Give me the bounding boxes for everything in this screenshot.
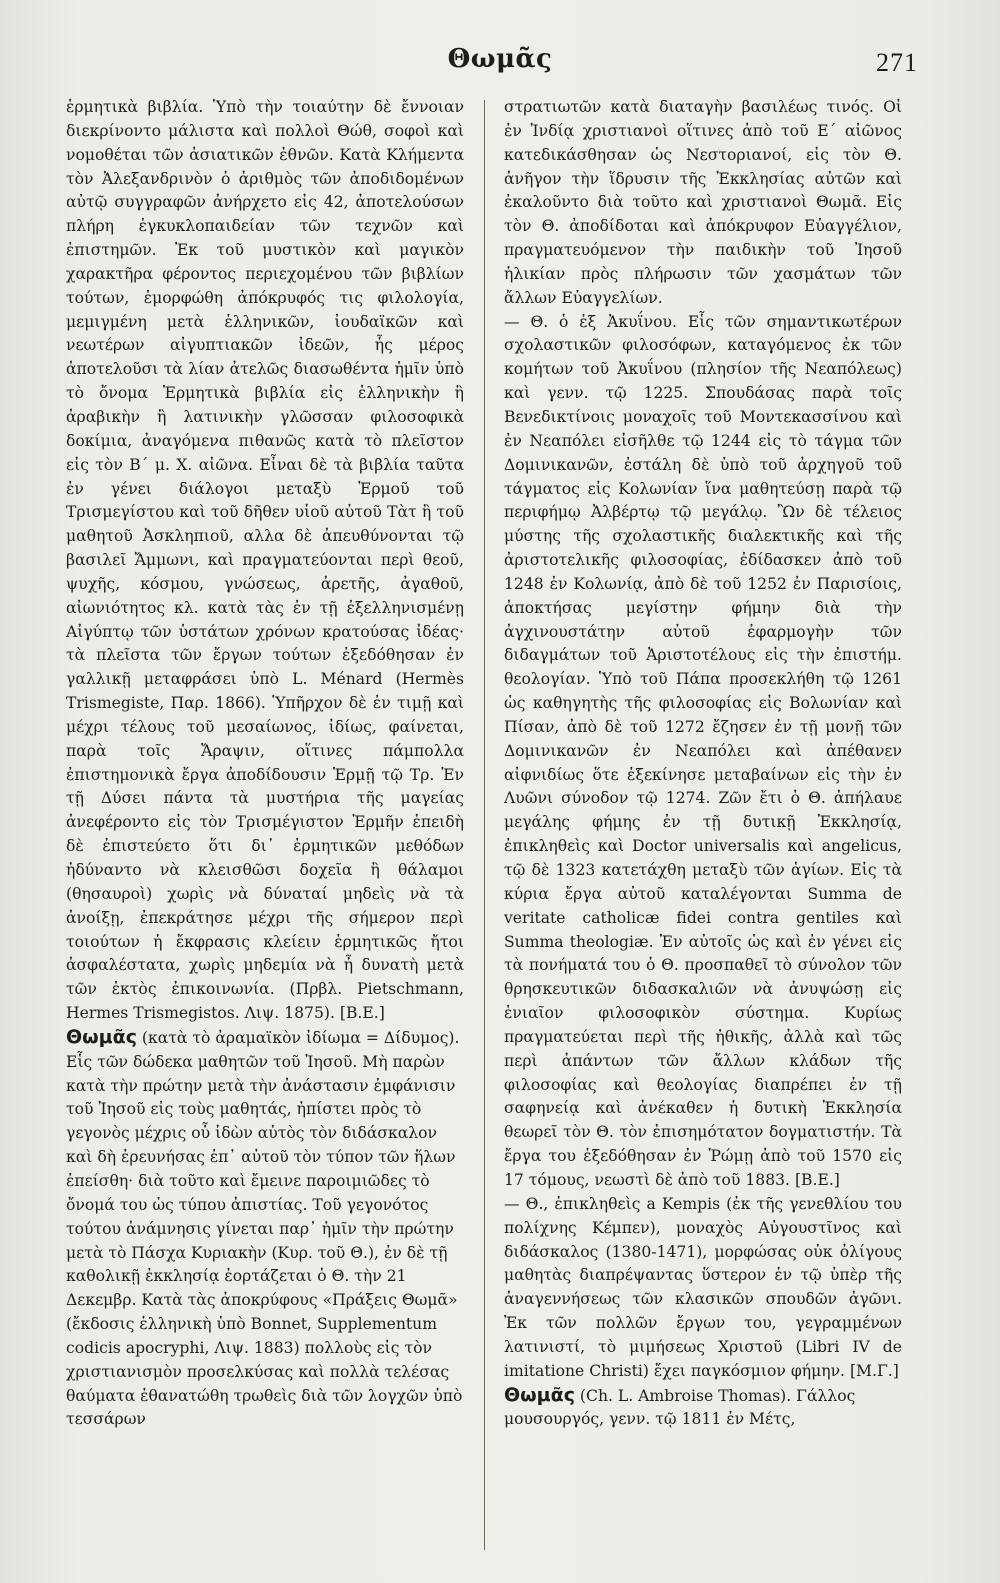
entry-headword: Θωμᾶς [504, 1383, 575, 1406]
text-columns [66, 96, 908, 1556]
left-column [66, 96, 464, 1556]
entry-text: (κατὰ τὸ ἀραμαϊκὸν ἰδίωμα = Δίδυμος). Εἷς τῶν δώδεκα μαθητῶν τοῦ Ἰησοῦ. Μὴ παρὼν κατὰ τὴν πρώτην μετὰ τὴν ἀνάστασιν ἐμφάνισιν τοῦ Ἰησοῦ εἰς τοὺς μαθητάς, ἠπίστει πρὸς τὸ γεγονὸς μέχρις οὗ ἰδὼν αὐτὸς τὸν διδάσκαλον καὶ δὴ ἐρευνήσας ἐπ᾽ αὐτοῦ τὸν τύπον τῶν ἥλων ἐπείσθη· διὰ τοῦτο καὶ ἔμεινε παροιμιῶδες τὸ ὄνομά του ὡς τύπου ἀπιστίας. Τοῦ γεγονότος τούτου ἀνάμνησις γίνεται παρ᾽ ἡμῖν τὴν πρώτην μετὰ τὸ Πάσχα Κυριακὴν (Κυρ. τοῦ Θ.), ἐν δὲ τῇ καθολικῇ ἐκκλησίᾳ ἑορτάζεται ὁ Θ. τὴν 21 Δεκεμβρ. Κατὰ τὰς ἀποκρύφους «Πράξεις Θωμᾶ» (ἔκδοσις ἑλληνικὴ ὑπὸ Bonnet, Supplementum codicis apocryphi, Λιψ. 1883) πολλοὺς εἰς τὸν χριστιανισμὸν προσελκύσας καὶ πολλὰ τελέσας θαύματα ἐθανατώθη τρωθεὶς διὰ τῶν λογχῶν ὑπὸ τεσσάρων [66, 1028, 463, 1429]
entry-headword: Θωμᾶς [66, 1025, 137, 1048]
entry-text: (Ch. L. Ambroise Thomas). Γάλλος μουσουργός, γενν. τῷ 1811 ἐν Μέτς, [504, 1386, 856, 1429]
page-number: 271 [876, 48, 918, 77]
thomas-apostle-continuation: στρατιωτῶν κατὰ διαταγὴν βασιλέως τινός. Οἱ ἐν Ἰνδίᾳ χριστιανοὶ οἵτινες ἀπὸ τοῦ Ε΄ αἰῶνος κατεδικάσθησαν ὡς Νεστοριανοί, εἰς τὸν Θ. ἀνῆγον τὴν ἵδρυσιν τῆς Ἐκκλησίας αὐτῶν καὶ ἐκαλοῦντο διὰ τοῦτο καὶ χριστιανοὶ Θωμᾶ. Εἰς τὸν Θ. ἀποδίδοται καὶ ἀπόκρυφον Εὐαγγέλιον, πραγματευόμενον τὴν παιδικὴν τοῦ Ἰησοῦ ἡλικίαν πρὸς πλήρωσιν τῶν χασμάτων τῶν ἄλλων Εὐαγγελίων. [504, 98, 902, 307]
entry-thomas-a-kempis: — Θ., ἐπικληθεὶς a Kempis (ἐκ τῆς γενεθλίου του πολίχνης Κέμπεν), μοναχὸς Αὐγουστῖνος καὶ διδάσκαλος (1380-1471), μορφώσας οὐκ ὀλίγους μαθητὰς διαπρέψαντας ὕστερον ἐν τῷ ὑπὲρ τῆς ἀναγεννήσεως τῶν κλασικῶν σπουδῶν ἀγῶνι. Ἐκ τῶν πολλῶν ἔργων του, γεγραμμένων λατινιστί, τὸ μιμήσεως Χριστοῦ (Libri IV de imitatione Christi) ἔχει παγκόσμιον φήμην. [Μ.Γ.] [504, 1194, 902, 1380]
running-head: Θωμᾶς [447, 44, 553, 74]
entry-ambroise-thomas [504, 1384, 902, 1433]
entry-thomas-apostle [66, 1026, 464, 1432]
right-column [504, 96, 902, 1556]
entry-thomas-aquinas: — Θ. ὁ ἐξ Ἀκυΐνου. Εἷς τῶν σημαντικωτέρων σχολαστικῶν φιλοσόφων, καταγόμενος ἐκ τῶν κομήτων τοῦ Ἀκυΐνου (πλησίον τῆς Νεαπόλεως) καὶ γενν. τῷ 1225. Σπουδάσας παρὰ τοῖς Βενεδικτίνοις μοναχοῖς τοῦ Μοντεκασσίνου καὶ ἐν Νεαπόλει εἰσῆλθε τῷ 1244 εἰς τὸ τάγμα τῶν Δομινικανῶν, ἐστάλη δὲ ὑπὸ τοῦ ἀρχηγοῦ τοῦ τάγματος εἰς Κολωνίαν ἵνα μαθητεύσῃ παρὰ τῷ περιφήμῳ Ἀλβέρτῳ τῷ μεγάλῳ. Ὢν δὲ τέλειος μύστης τῆς σχολαστικῆς διαλεκτικῆς καὶ τῆς ἀριστοτελικῆς φιλοσοφίας, ἐδίδασκεν ἀπὸ τοῦ 1248 ἐν Κολωνίᾳ, ἀπὸ δὲ τοῦ 1252 ἐν Παρισίοις, ἀποκτήσας μεγίστην φήμην διὰ τὴν ἀγχινουστάτην αὐτοῦ ἐφαρμογὴν τῶν διδαγμάτων τοῦ Ἀριστοτέλους εἰς τὴν ἐπιστήμ. θεολογίαν. Ὑπὸ τοῦ Πάπα προσεκλήθη τῷ 1261 ὡς καθηγητὴς τῆς φιλοσοφίας εἰς Βολωνίαν καὶ Πίσαν, ἀπὸ δὲ τοῦ 1272 ἔζησεν ἐν τῇ μονῇ τῶν Δομινικανῶν ἐν Νεαπόλει καὶ ἀπέθανεν αἰφνιδίως ὅτε ἐξεκίνησε μεταβαίνων εἰς τὴν ἐν Λυῶνι σύνοδον τῷ 1274. Ζῶν ἔτι ὁ Θ. ἀπήλαυε μεγάλης φήμης ἐν τῇ δυτικῇ Ἐκκλησίᾳ, ἐπικληθεὶς καὶ Doctor universalis καὶ angelicus, τῷ δὲ 1323 κατετάχθη μεταξὺ τῶν ἁγίων. Εἰς τὰ κύρια ἔργα αὐτοῦ καταλέγονται Summa de veritate catholicæ fidei contra gentiles καὶ Summa theologiæ. Ἐν αὐτοῖς ὡς καὶ ἐν γένει εἰς τὰ πονήματά του ὁ Θ. προσπαθεῖ τὸ σύνολον τῶν θρησκευτικῶν διδασκαλιῶν νὰ ἀνυψώσῃ εἰς ἑνιαῖον φιλοσοφικὸν σύστημα. Κυρίως πραγματεύεται περὶ τῆς ἠθικῆς, ἀλλὰ καὶ τῶς περὶ ἁπάντων τῶν ἄλλων κλάδων τῆς φιλοσοφίας καὶ θεολογίας διαπρέπει ἐν τῇ σαφηνείᾳ καὶ ἀνέκαθεν ἡ δυτικὴ Ἐκκλησία θεωρεῖ τὸν Θ. τὸν ἐπισημότατον δογματιστήν. Τὰ ἔργα του ἐξεδόθησαν ἐν Ῥώμῃ ἀπὸ τοῦ 1570 εἰς 17 τόμους, νεωστὶ δὲ ἀπὸ τοῦ 1883. [Β.Ε.] [504, 312, 902, 1189]
column-divider [484, 100, 485, 1550]
page-header [60, 44, 940, 84]
hermetic-books-continuation: ἑρμητικὰ βιβλία. Ὑπὸ τὴν τοιαύτην δὲ ἔννοιαν διεκρίνοντο μάλιστα καὶ πολλοὶ Θώθ, σοφοὶ καὶ νομοθέται τῶν ἀσιατικῶν ἐθνῶν. Κατὰ Κλήμεντα τὸν Ἀλεξανδρινὸν ὁ ἀριθμὸς τῶν ἀποδιδομένων αὐτῷ συγγραφῶν ἀνήρχετο εἰς 42, ἀποτελούσων πλήρη ἐγκυκλοπαιδείαν τῶν τεχνῶν καὶ ἐπιστημῶν. Ἐκ τοῦ μυστικὸν καὶ μαγικὸν χαρακτῆρα φέροντος περιεχομένου τῶν βιβλίων τούτων, ἐμορφώθη ἀπόκρυφός τις φιλολογία, μεμιγμένη μετὰ ἑλληνικῶν, ἰουδαϊκῶν καὶ νεωτέρων αἰγυπτιακῶν ἰδεῶν, ἧς μέρος ἀποτελοῦσι τὰ λίαν ἀτελῶς διασωθέντα ἡμῖν ὑπὸ τὸ ὄνομα Ἑρμητικὰ βιβλία εἰς ἑλληνικὴν ἢ ἀραβικὴν ἢ λατινικὴν γλῶσσαν φιλοσοφικὰ δοκίμια, ἀναγόμενα πιθανῶς κατὰ τὸ πλεῖστον εἰς τὸν Β΄ μ. Χ. αἰῶνα. Εἶναι δὲ τὰ βιβλία ταῦτα ἐν γένει διάλογοι μεταξὺ Ἑρμοῦ τοῦ Τρισμεγίστου καὶ τοῦ δῆθεν υἱοῦ αὐτοῦ Τὰτ ἢ τοῦ μαθητοῦ Ἀσκληπιοῦ, αλλα δὲ ἀπευθύνονται τῷ βασιλεῖ Ἄμμωνι, καὶ πραγματεύονται περὶ θεοῦ, ψυχῆς, κόσμου, γνώσεως, ἀρετῆς, ἀγαθοῦ, αἰωνιότητος κλ. κατὰ τὰς ἐν τῇ ἐξελληνισμένῃ Αἰγύπτῳ τῶν ὑστάτων χρόνων κρατούσας ἰδέας· τὰ πλεῖστα τῶν ἔργων τούτων ἐξεδόθησαν ἐν γαλλικῇ μεταφράσει ὑπὸ L. Ménard (Hermès Trismegiste, Παρ. 1866). Ὑπῆρχον δὲ ἐν τιμῇ καὶ μέχρι τέλους τοῦ μεσαίωνος, ἰδίως, φαίνεται, παρὰ τοῖς Ἄραψιν, οἵτινες πάμπολλα ἐπιστημονικὰ ἔργα ἀποδίδουσιν Ἑρμῇ τῷ Τρ. Ἐν τῇ Δύσει πάντα τὰ μυστήρια τῆς μαγείας ἀνεφέροντο εἰς τὸν Τρισμέγιστον Ἑρμῆν ἐπειδὴ δὲ ἐπιστεύετο ὅτι δι᾽ ἑρμητικῶν μεθόδων ἠδύναντο νὰ κλεισθῶσι δοχεῖα ἢ θάλαμοι (θησαυροὶ) χωρὶς νὰ δύναταί μηδεὶς νὰ τὰ ἀνοίξῃ, ἐπεκράτησε μέχρι τῆς σήμερον περὶ τοιούτων ἡ ἔκφρασις κλείειν ἑρμητικῶς ἤτοι ἀσφαλέστατα, χωρὶς μηδεμία νὰ ἦ δυνατὴ μετὰ τῶν ἐκτὸς ἐπικοινωνία. (Πρβλ. Pietschmann, Hermes Trismegistos. Λιψ. 1875). [Β.Ε.] [66, 98, 464, 1023]
